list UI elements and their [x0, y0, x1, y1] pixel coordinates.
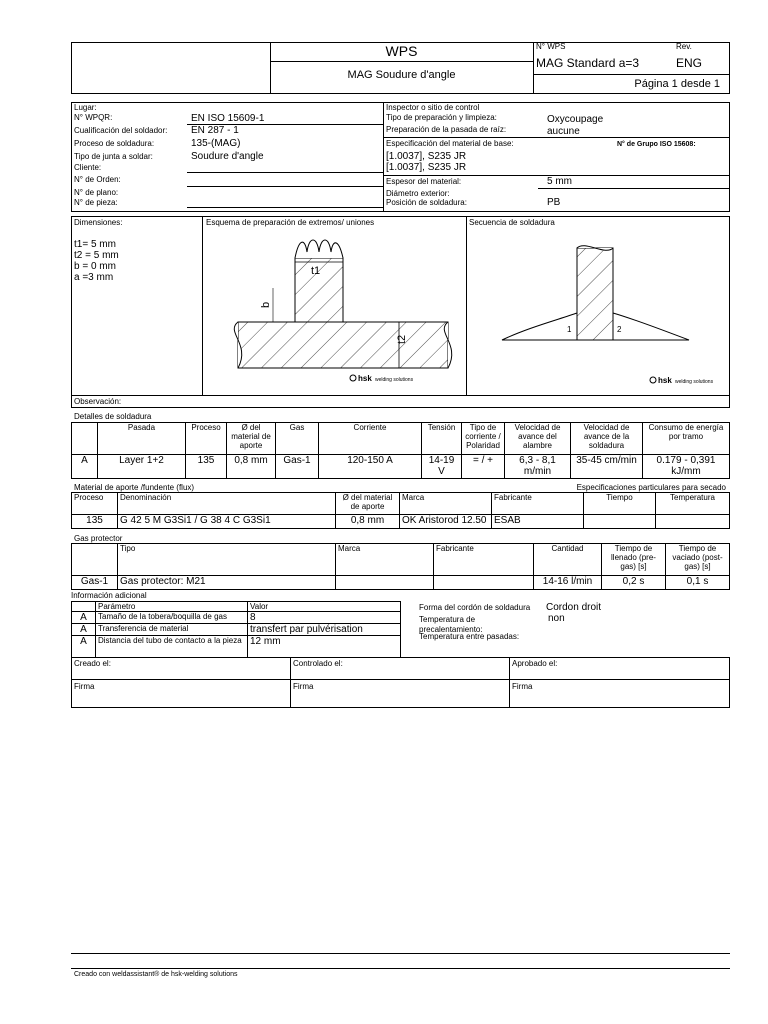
weld-details-title: Detalles de soldadura [74, 412, 152, 421]
weld-details-table [71, 422, 730, 479]
table-cell: 14-19 V [422, 455, 462, 479]
col-header: Pasada [98, 423, 186, 455]
table-cell [656, 515, 730, 529]
table-cell: 8 [248, 612, 401, 624]
info-value: Soudure d'angle [191, 151, 264, 162]
sign-label: Firma [74, 682, 95, 691]
table-cell: 135 [72, 515, 118, 529]
table-cell: 14-16 l/min [534, 576, 602, 590]
base-value-2: [1.0037], S235 JR [386, 162, 467, 173]
col-header: Temperatura [656, 493, 730, 515]
col-header: Proceso [72, 493, 118, 515]
table-cell: G 42 5 M G3Si1 / G 38 4 C G3Si1 [118, 515, 336, 529]
col-header: Tensión [422, 423, 462, 455]
info-label: N° de pieza: [74, 198, 118, 207]
table-cell: 35-45 cm/min [571, 455, 643, 479]
base-value-1: [1.0037], S235 JR [386, 151, 467, 162]
sign-label: Firma [512, 682, 533, 691]
info-label: N° de Orden: [74, 175, 121, 184]
col-header: Denominación [118, 493, 336, 515]
table-cell: A [72, 612, 96, 624]
info-label: N° WPQR: [74, 113, 113, 122]
joint-preparation-diagram [203, 228, 465, 394]
dim-line: t2 = 5 mm [74, 250, 119, 261]
hsk-logo-icon [350, 375, 356, 381]
group-label: N° de Grupo ISO 15608: [617, 141, 696, 148]
root-value: aucune [547, 126, 580, 137]
info-label: Proceso de soldadura: [74, 139, 155, 148]
col-header: Gas [276, 423, 319, 455]
dimensions-label: Dimensiones: [74, 218, 123, 227]
table-cell: Layer 1+2 [98, 455, 186, 479]
col-header: Tipo de corriente / Polaridad [462, 423, 505, 455]
pass2-mark: 2 [617, 325, 622, 334]
col-header: Fabricante [492, 493, 584, 515]
welding-sequence-diagram [467, 228, 729, 394]
root-label: Preparación de la pasada de raíz: [386, 125, 507, 134]
preheat-value: non [548, 613, 565, 624]
position-value: PB [547, 197, 561, 208]
prep-value: Oxycoupage [547, 114, 604, 125]
additional-title: Información adicional [71, 591, 147, 600]
logo-text: hsk [658, 376, 672, 385]
shape-label: Forma del cordón de soldadura [419, 603, 531, 612]
t1-mark: t1 [311, 265, 321, 277]
doc-subtitle: MAG Soudure d'angle [347, 69, 456, 81]
col-header: Corriente [319, 423, 422, 455]
table-cell: OK Aristorod 12.50 [400, 515, 492, 529]
position-label: Posición de soldadura: [386, 198, 467, 207]
footer-rule [71, 953, 730, 954]
table-cell: 120-150 A [319, 455, 422, 479]
col-header: Tipo [118, 544, 336, 576]
signature-box [71, 657, 730, 708]
col-header: Ø del material de aporte [227, 423, 276, 455]
table-cell: 0,8 mm [336, 515, 400, 529]
table-cell: 0,1 s [666, 576, 730, 590]
table-cell: transfert par pulvérisation [248, 624, 401, 636]
col-header: Marca [400, 493, 492, 515]
nwps-label: N° WPS [536, 42, 566, 51]
info-label: Cliente: [74, 163, 102, 172]
additional-table [71, 601, 401, 658]
info-label: Lugar: [74, 103, 97, 112]
table-cell [434, 576, 534, 590]
table-cell: 135 [186, 455, 227, 479]
table-cell: ESAB [492, 515, 584, 529]
created-label: Creado el: [74, 659, 111, 668]
thickness-label: Espesor del material: [386, 177, 462, 186]
logo-sub: welding solutions [675, 379, 714, 385]
logo-sub: welding solutions [375, 377, 414, 383]
info-label: Tipo de junta a soldar: [74, 152, 153, 161]
table-cell [584, 515, 656, 529]
logo-text: hsk [358, 374, 372, 383]
footer-rule [71, 968, 730, 969]
dim-line: t1= 5 mm [74, 239, 116, 250]
info-value: EN 287 - 1 [191, 125, 239, 136]
doc-title: WPS [385, 43, 418, 59]
col-header: Proceso [186, 423, 227, 455]
rev-label: Rev. [676, 42, 692, 51]
col-header: Cantidad [534, 544, 602, 576]
filler-table [71, 492, 730, 529]
param-header: Parámetro [96, 602, 248, 612]
table-cell: 6,3 - 8,1 m/min [505, 455, 571, 479]
table-cell: = / + [462, 455, 505, 479]
table-cell: Transferencia de material [96, 624, 248, 636]
shape-value: Cordon droit [546, 602, 602, 613]
nwps-value: MAG Standard a=3 [536, 56, 640, 70]
info-label: N° de plano: [74, 188, 119, 197]
hsk-logo-icon [650, 377, 656, 383]
col-header: Tiempo de llenado (pre-gas) [s] [602, 544, 666, 576]
info-label: Cualificación del soldador: [74, 126, 168, 135]
info-value: 135-(MAG) [191, 138, 241, 149]
col-header: Velocidad de avance de la soldadura [571, 423, 643, 455]
prep-label: Tipo de preparación y limpieza: [386, 113, 497, 122]
table-cell: A [72, 636, 96, 658]
table-cell: 12 mm [248, 636, 401, 658]
filler-title: Material de aporte /fundente (flux) [74, 483, 195, 492]
table-cell: 0,2 s [602, 576, 666, 590]
t2-mark: t2 [396, 334, 408, 344]
gas-title: Gas protector [74, 534, 123, 543]
col-header: Ø del material de aporte [336, 493, 400, 515]
info-value: EN ISO 15609-1 [191, 113, 265, 124]
table-cell: Tamaño de la tobera/boquilla de gas [96, 612, 248, 624]
thickness-value: 5 mm [547, 176, 572, 187]
sequence-label: Secuencia de soldadura [469, 218, 555, 227]
table-cell: Gas protector: M21 [118, 576, 336, 590]
pass1-mark: 1 [567, 325, 572, 334]
footer-text: Creado con weldassistant® de hsk-welding solutions [74, 971, 238, 978]
approved-label: Aprobado el: [512, 659, 558, 668]
interpass-label: Temperatura entre pasadas: [419, 632, 520, 641]
observation-label: Observación: [74, 397, 122, 406]
diameter-label: Diámetro exterior: [386, 189, 450, 198]
col-header: Velocidad de avance del alambre [505, 423, 571, 455]
table-cell: Distancia del tubo de contacto a la pieza [96, 636, 248, 658]
dim-line: a =3 mm [74, 272, 114, 283]
page-number: Página 1 desde 1 [634, 78, 720, 90]
col-header: Tiempo de vaciado (post-gas) [s] [666, 544, 730, 576]
table-cell: A [72, 624, 96, 636]
sign-label: Firma [293, 682, 314, 691]
table-cell: Gas-1 [276, 455, 319, 479]
scheme-label: Esquema de preparación de extremos/ uniones [206, 218, 375, 227]
drying-title: Especificaciones particulares para secado [576, 483, 726, 492]
col-header: Marca [336, 544, 434, 576]
dim-line: b = 0 mm [74, 261, 116, 272]
gas-table [71, 543, 730, 590]
col-header: Consumo de energía por tramo [643, 423, 730, 455]
table-cell: Gas-1 [72, 576, 118, 590]
b-mark: b [260, 301, 272, 308]
col-header: Tiempo [584, 493, 656, 515]
table-cell: 0,8 mm [227, 455, 276, 479]
table-cell [336, 576, 434, 590]
inspector-label: Inspector o sitio de control [386, 103, 480, 112]
table-cell: A [72, 455, 98, 479]
base-label: Especificación del material de base: [386, 139, 514, 148]
col-header: Fabricante [434, 544, 534, 576]
checked-label: Controlado el: [293, 659, 343, 668]
preheat-label: Temperatura de precalentamiento: [419, 615, 483, 634]
value-header: Valor [248, 602, 401, 612]
rev-value: ENG [676, 56, 703, 70]
table-cell: 0.179 - 0,391 kJ/mm [643, 455, 730, 479]
